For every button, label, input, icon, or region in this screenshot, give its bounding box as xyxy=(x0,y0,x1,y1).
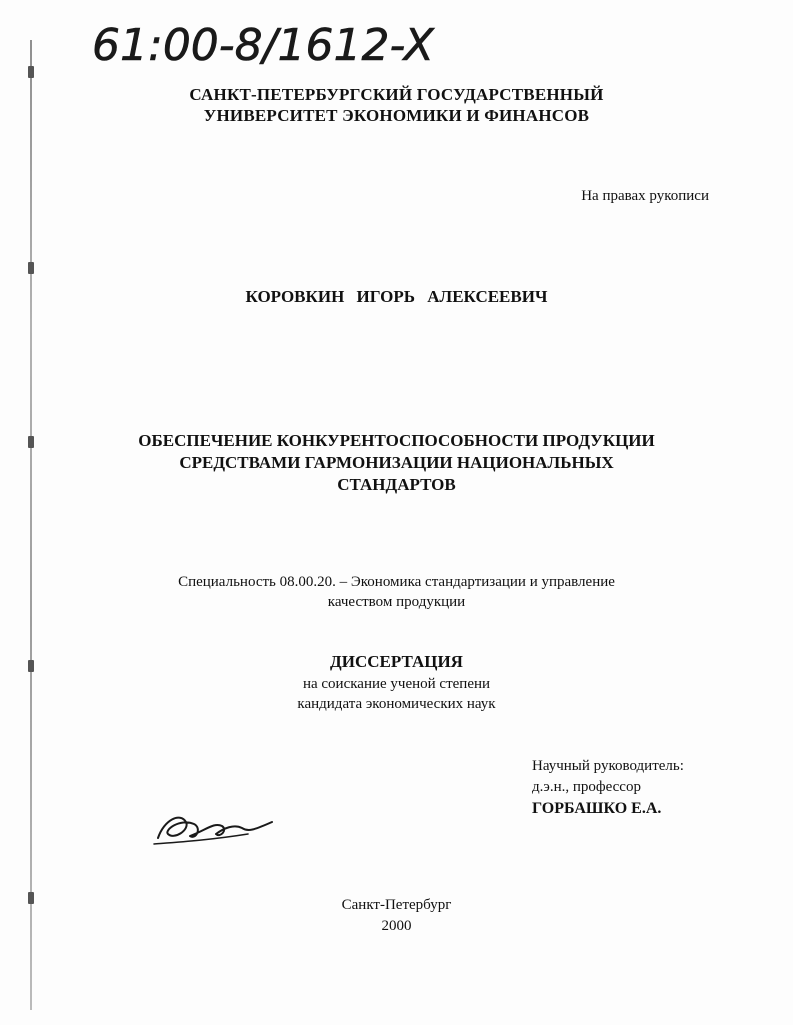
title-line-3: СТАНДАРТОВ xyxy=(337,475,456,494)
advisor-name: ГОРБАШКО Е.А. xyxy=(532,800,662,817)
scan-binding-edge xyxy=(30,40,32,1010)
dissertation-heading: ДИССЕРТАЦИЯ xyxy=(330,652,463,671)
author-name: КОРОВКИН ИГОРЬ АЛЕКСЕЕВИЧ xyxy=(245,287,548,306)
degree-description xyxy=(0,674,793,714)
university-line-2: УНИВЕРСИТЕТ ЭКОНОМИКИ И ФИНАНСОВ xyxy=(203,106,590,125)
city-and-year xyxy=(0,895,793,937)
city: Санкт-Петербург xyxy=(341,897,452,913)
title-line-2: СРЕДСТВАМИ ГАРМОНИЗАЦИИ НАЦИОНАЛЬНЫХ xyxy=(179,453,614,472)
author-signature xyxy=(150,800,280,855)
scan-mark xyxy=(28,262,34,274)
university-name xyxy=(0,84,793,126)
handwritten-archive-mark xyxy=(92,10,452,74)
dissertation-title xyxy=(0,430,793,496)
archive-mark-text: 61:00-8/1612-X xyxy=(92,20,434,71)
degree-line-1: на соискание ученой степени xyxy=(302,676,491,692)
degree-line-2: кандидата экономических наук xyxy=(297,696,496,712)
specialty-line-1: Специальность 08.00.20. – Экономика стандартизации и управление xyxy=(178,574,615,590)
scientific-advisor xyxy=(532,756,684,819)
university-line-1: САНКТ-ПЕТЕРБУРГСКИЙ ГОСУДАРСТВЕННЫЙ xyxy=(189,85,604,104)
manuscript-rights: На правах рукописи xyxy=(581,188,709,204)
specialty xyxy=(0,572,793,612)
specialty-line-2: качеством продукции xyxy=(327,594,466,610)
advisor-degree: д.э.н., профессор xyxy=(532,779,641,795)
year: 2000 xyxy=(381,918,412,934)
advisor-label: Научный руководитель: xyxy=(532,758,684,774)
title-line-1: ОБЕСПЕЧЕНИЕ КОНКУРЕНТОСПОСОБНОСТИ ПРОДУКЦИИ xyxy=(138,431,655,450)
scan-mark xyxy=(28,66,34,78)
